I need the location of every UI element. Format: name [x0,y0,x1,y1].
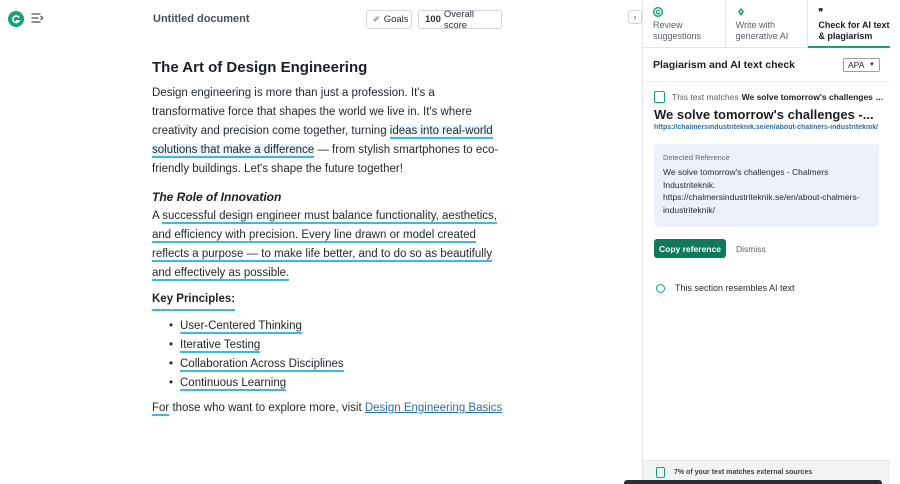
principles-heading[interactable]: Key Principles: [152,290,235,311]
ai-detect-icon [656,284,665,293]
intro-text: Design engineering is more than just a profession. It's a transformative force that shapes the world we live in. It's where creativity and precision come together, turning [152,87,472,137]
match-ellipsis: ... [875,91,883,102]
list-item [180,336,504,355]
section-header [643,48,890,82]
match-url-link[interactable]: https://chalmersindustriteknik.se/en/about-chalmers-industriteknik/ [654,124,879,131]
citation-style-select[interactable] [843,58,880,72]
goals-icon: ✐ [373,15,380,24]
tab-label: Write with generative AI [735,20,789,41]
menu-toggle-icon[interactable] [28,9,46,27]
match-summary[interactable] [643,88,890,105]
cta-text: those who want to explore more, visit [169,402,365,414]
document-heading: The Art of Design Engineering [152,59,368,76]
role-paragraph [152,207,504,283]
detected-reference-card [654,144,879,227]
highlighted-phrase[interactable]: ideas into real-world solutions that make a difference [152,125,493,156]
intro-paragraph [152,84,504,179]
ai-text-item[interactable] [656,283,890,293]
tab-label: Check for AI text & plagiarism [818,20,890,41]
principles-list [180,317,504,393]
document-match-icon [654,91,665,103]
panel-tabs [643,0,890,48]
copy-reference-button[interactable]: Copy reference [654,239,726,258]
section-title: Plagiarism and AI text check [653,58,796,71]
design-basics-link[interactable]: Design Engineering Basics [364,402,503,414]
intro-text-end: — from stylish smartphones to eco-friendly buildings. Let's shape the future together! [152,144,499,175]
citation-style-value: APA [848,59,865,70]
flagged-ai-text[interactable]: successful design engineer must balance functionality, aesthetics, and efficiency with precision. Every line drawn or model created reflects a purpose — to make life better, and to do so as beautifully and effectively as possible. [152,210,497,279]
chevron-down-icon: ▼ [869,61,875,68]
dismiss-button[interactable]: Dismiss [736,243,766,254]
list-item [180,374,504,393]
footer-text: 7% of your text matches external sources [674,469,813,476]
tab-label: Review suggestions [653,20,702,41]
tab-review-suggestions[interactable] [643,0,725,47]
subheading: The Role of Innovation [152,190,282,204]
collapse-panel-chevron-icon[interactable]: › [628,10,642,24]
list-item [180,355,504,374]
tab-generative-ai[interactable] [725,0,808,47]
assistant-panel [642,0,890,484]
quote-icon: ❞ [818,7,824,17]
score-value: 100 [425,14,441,25]
reference-label: Detected Reference [663,153,730,162]
match-prefix: This text matches [672,91,739,102]
goals-label: Goals [383,14,409,25]
document-title[interactable]: Untitled document [153,13,250,25]
cta-paragraph [152,399,504,418]
grammarly-icon [653,7,725,19]
goals-button[interactable] [366,10,412,29]
pen-icon [736,7,808,19]
principle-text[interactable]: Iterative Testing [180,339,261,351]
scroll-handle[interactable] [624,480,882,484]
ai-text-label: This section resembles AI text [675,283,795,293]
list-item [180,317,504,336]
tab-ai-plagiarism-check[interactable] [807,0,890,47]
principle-text[interactable]: Continuous Learning [180,377,287,389]
principle-text[interactable]: User-Centered Thinking [180,320,302,332]
document-match-icon [656,467,665,478]
document-body[interactable] [152,58,504,418]
role-text: A [152,210,163,222]
score-label: Overall score [443,8,474,31]
overall-score-button[interactable] [418,10,502,29]
match-title: We solve tomorrow's challenges -... [654,107,874,122]
principle-text[interactable]: Collaboration Across Disciplines [180,358,344,370]
match-source-short: We solve tomorrow's challenges [741,91,873,102]
grammarly-logo-icon[interactable] [8,11,24,27]
cta-first-word[interactable]: For [152,402,170,414]
reference-text: We solve tomorrow's challenges - Chalmers Industriteknik. https://chalmersindustriteknik.se/en/about-chalmers-industriteknik/ [663,167,860,215]
reference-actions [654,239,890,258]
